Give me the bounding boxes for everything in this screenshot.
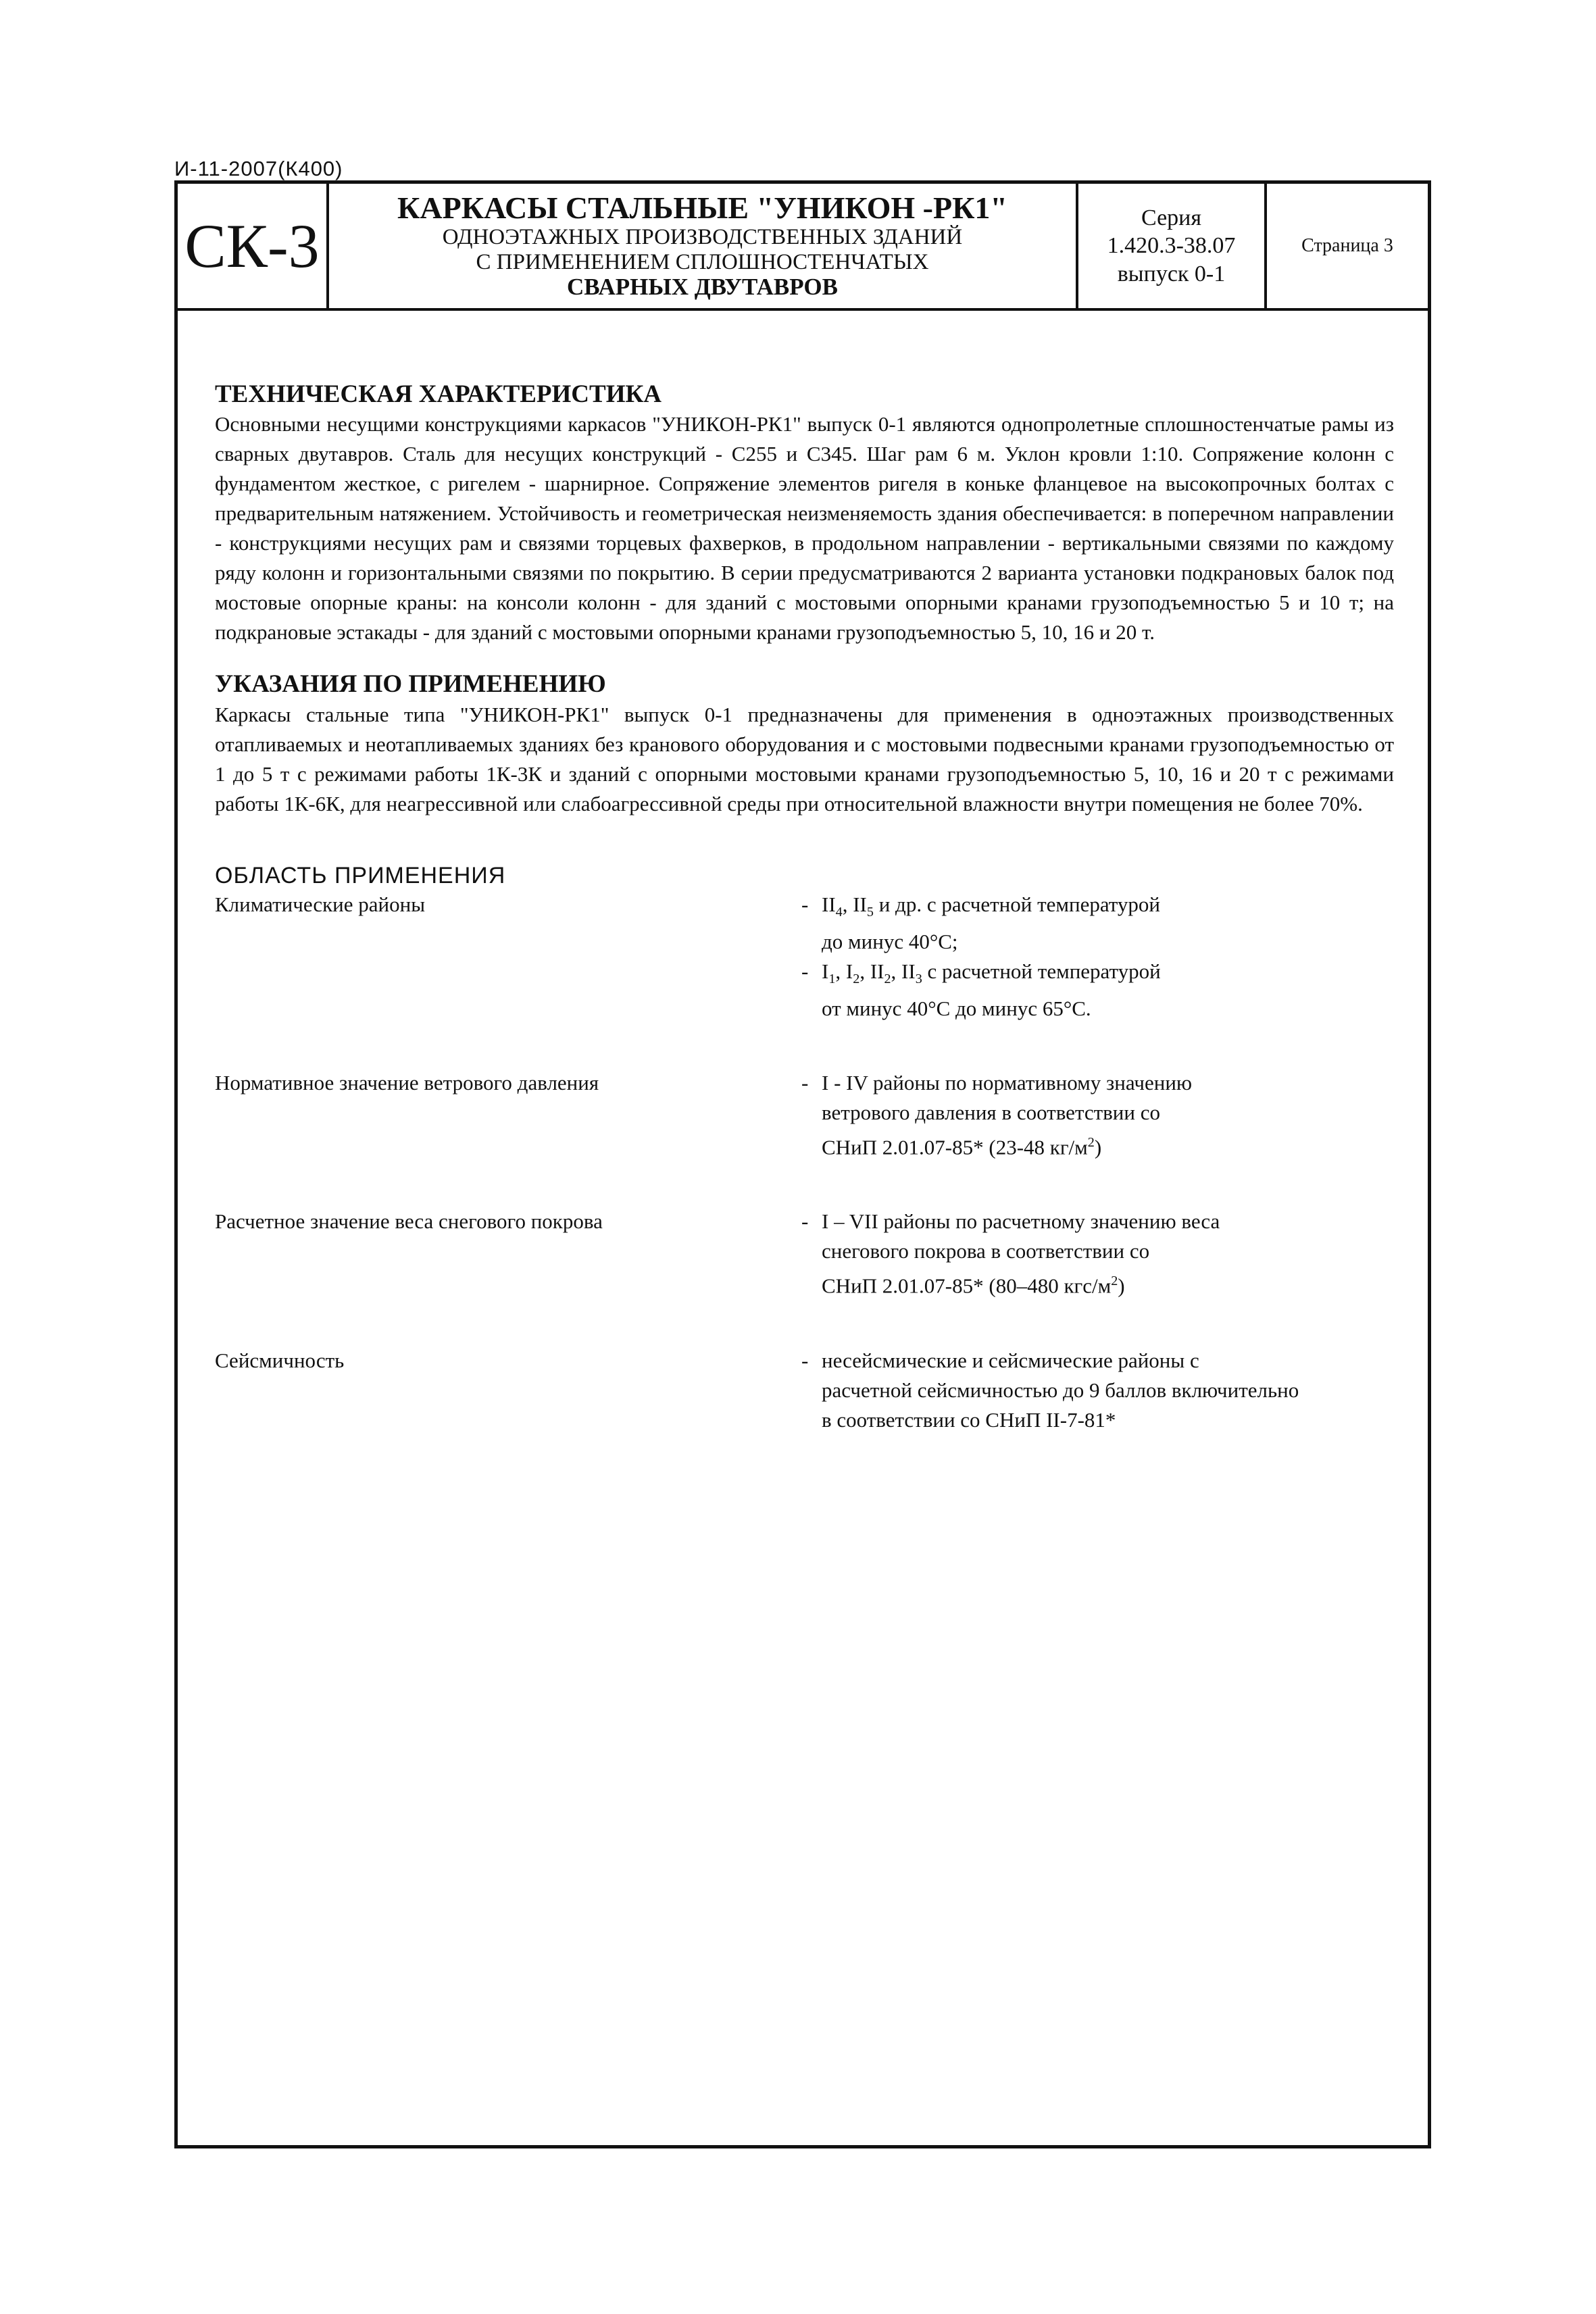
usage-paragraph: Каркасы стальные типа "УНИКОН-РК1" выпуск 0-1 предназначены для применения в одноэтажных производственных отапливаемых и неотапливаемых зданиях без кранового оборудования и с мостовыми подвесными кранами грузоподъемностью от 1 до 5 т с режимами работы 1К-3К и зданий с опорными мостовыми кранами грузоподъемностью 5, 10, 16 и 20 т с режимами работы 1К-6К, для неагрессивной или слабоагрессивной среды при относительной влажности внутри помещения не более 70%. [215, 702, 1394, 815]
climate-1-c: и др. с расчетной температурой [873, 892, 1161, 916]
tech-heading: ТЕХНИЧЕСКАЯ ХАРАКТЕРИСТИКА [215, 380, 662, 408]
title-line-4: СВАРНЫХ ДВУТАВРОВ [567, 274, 838, 301]
seismic-values [801, 1346, 1394, 1435]
dash: - [801, 959, 809, 983]
climate-1-a: II [822, 892, 836, 916]
wind-line-1: I - IV районы по нормативному значению [822, 1070, 1193, 1095]
series-issue: выпуск 0-1 [1117, 261, 1226, 286]
seismic-item [801, 1346, 1394, 1435]
climate-2-e: с расчетной температурой [922, 959, 1161, 983]
seismic-line-1: несейсмические и сейсмические районы с [822, 1348, 1199, 1372]
snow-values [801, 1207, 1394, 1301]
climate-1-line2: до минус 40°С; [822, 929, 958, 953]
climate-item-1 [801, 890, 1394, 957]
seismic-line-3: в соответствии со СНиП II-7-81* [822, 1407, 1116, 1432]
seismic-line-2: расчетной сейсмичностью до 9 баллов включительно [822, 1378, 1299, 1402]
snow-label: Расчетное значение веса снегового покрова [215, 1209, 603, 1234]
climate-1-b: , II [842, 892, 867, 916]
climate-2-a-sub: 1 [828, 971, 836, 986]
title-main: КАРКАСЫ СТАЛЬНЫЕ "УНИКОН -РК1" [397, 190, 1007, 225]
document-body [215, 380, 1394, 1435]
series-info [1078, 184, 1267, 308]
title-line-2: ОДНОЭТАЖНЫХ ПРОИЗВОДСТВЕННЫХ ЗДАНИЙ [442, 225, 963, 250]
climate-2-line2: от минус 40°С до минус 65°С. [822, 996, 1091, 1020]
wind-line-2: ветрового давления в соответствии со [822, 1100, 1160, 1124]
climate-2-b-sub: 2 [853, 971, 860, 986]
snow-line-3b: ) [1118, 1274, 1125, 1298]
snow-line-1: I – VII районы по расчетному значению веса [822, 1209, 1220, 1234]
page-number: Страница 3 [1301, 235, 1393, 256]
series-number: 1.420.3-38.07 [1107, 233, 1236, 259]
seismic-item-text [822, 1346, 1394, 1435]
snow-row [215, 1207, 1394, 1301]
snow-line-3a: СНиП 2.01.07-85* (80–480 кгс/м [822, 1274, 1112, 1298]
climate-item-2-text [822, 957, 1394, 1024]
wind-label: Нормативное значение ветрового давления [215, 1070, 599, 1095]
wind-line-3b: ) [1094, 1135, 1102, 1159]
document-code: И-11-2007(К400) [174, 157, 343, 180]
climate-label: Климатические районы [215, 892, 426, 916]
climate-1-b-sub: 5 [866, 904, 874, 920]
wind-line-3-sup: 2 [1087, 1134, 1095, 1150]
climate-values [801, 890, 1394, 1024]
climate-2-c: , II [859, 959, 884, 983]
dash: - [801, 892, 809, 916]
climate-2-c-sub: 2 [884, 971, 891, 986]
page-frame [174, 180, 1431, 2148]
climate-item-1-text [822, 890, 1394, 957]
snow-line-2: снегового покрова в соответствии со [822, 1239, 1150, 1263]
climate-2-a: I [822, 959, 829, 983]
snow-item-text [822, 1207, 1394, 1301]
seismic-row [215, 1346, 1394, 1435]
document-title [329, 184, 1078, 308]
title-block [178, 184, 1428, 311]
snow-item [801, 1207, 1394, 1301]
seismic-label: Сейсмичность [215, 1348, 345, 1372]
wind-line-3a: СНиП 2.01.07-85* (23-48 кг/м [822, 1135, 1088, 1159]
wind-row [215, 1068, 1394, 1162]
climate-2-b: , I [835, 959, 853, 983]
climate-1-a-sub: 4 [835, 904, 843, 920]
tech-paragraph: Основными несущими конструкциями каркасов "УНИКОН-РК1" выпуск 0-1 являются однопролетные сплошностенчатые рамы из сварных двутавров. Сталь для несущих конструкций - С255 и С345. Шаг рам 6 м. Уклон кровли 1:10. Сопряжение колонн с фундаментом жесткое, с ригелем - шарнирное. Сопряжение элементов ригеля в коньке фланцевое на высокопрочных болтах с предварительным натяжением. Устойчивость и геометрическая неизменяемость здания обеспечивается: в поперечном направлении - конструкциями несущих рам и связями торцевых фахверков, в продольном направлении - вертикальными связями по каждому ряду колонн и горизонтальными связями по покрытию. В серии предусматриваются 2 варианта установки подкрановых балок под мостовые опорные краны: на консоли колонн - для зданий с мостовыми опорными кранами грузоподъемностью 5 и 10 т; на подкрановые эстакады - для зданий с мостовыми опорными кранами грузоподъемностью 5, 10, 16 и 20 т. [215, 412, 1394, 645]
climate-row [215, 890, 1394, 1024]
usage-heading: УКАЗАНИЯ ПО ПРИМЕНЕНИЮ [215, 670, 606, 699]
climate-2-d: , II [891, 959, 916, 983]
sheet-code: СК-3 [178, 184, 329, 308]
wind-values [801, 1068, 1394, 1162]
climate-2-d-sub: 3 [915, 971, 922, 986]
snow-line-3-sup: 2 [1111, 1274, 1118, 1289]
dash: - [801, 1209, 809, 1234]
title-line-3: С ПРИМЕНЕНИЕМ СПЛОШНОСТЕНЧАТЫХ [476, 249, 929, 274]
wind-item-text [822, 1068, 1394, 1162]
wind-item [801, 1068, 1394, 1162]
series-label: Серия [1141, 205, 1202, 230]
climate-item-2 [801, 957, 1394, 1024]
dash: - [801, 1070, 809, 1095]
dash: - [801, 1348, 809, 1372]
scope-heading: ОБЛАСТЬ ПРИМЕНЕНИЯ [215, 862, 506, 888]
